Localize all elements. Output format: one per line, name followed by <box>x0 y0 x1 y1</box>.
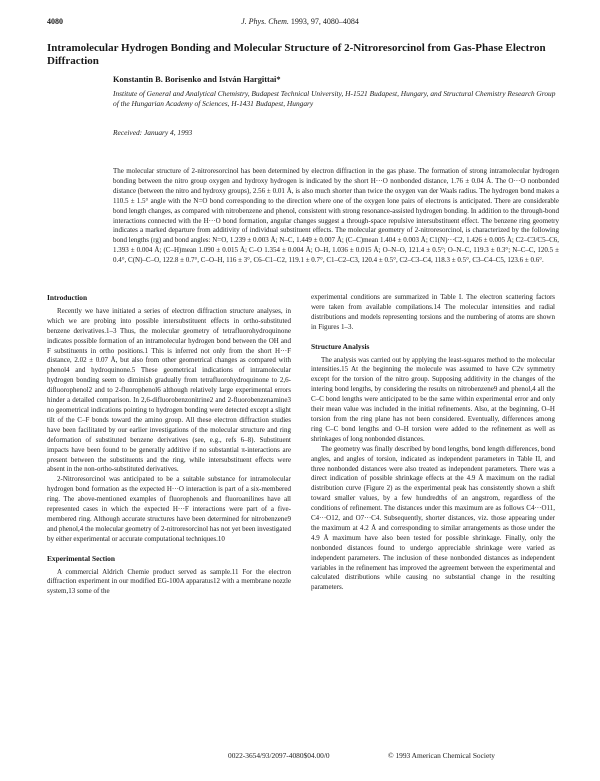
article-code: 0022-3654/93/2097-4080$04.00/0 <box>228 751 330 760</box>
received-date: Received: January 4, 1993 <box>113 128 193 137</box>
abstract: The molecular structure of 2-nitroresorcinol has been determined by electron diffraction in the gas phase. The formation of strong intramolecular hydrogen bonding between the nitro group oxygen and hydroxy hydrogen is indicated by the short H···O nonbonded distance, 1.76 ± 0.04 Å. The O···O nonbonded distance (between the nitro and hydroxy groups), 2.56 ± 0.01 Å, is also much shorter than twice the oxygen van der Waals radius. The hydrogen bond makes a 110.5 ± 1.5° angle with the N=O bond corresponding to the direction where one of the oxygen lone pairs of electrons is anticipated. There are considerable bond length changes, as compared with nitrobenzene and phenol, consistent with strong resonance-assisted hydrogen bonding. In addition to the through-bond interactions connected with the H···O bond formation, angular changes suggest a through-space repulsive intersubstituent effect. The benzene ring geometry indicates a marked departure from additivity of individual substituent effects. The molecular geometry of 2-nitroresorcinol, is characterized by the following bond lengths (rg) and bond angles: N=O, 1.239 ± 0.003 Å; N–C, 1.449 ± 0.007 Å; (C–C)mean 1.404 ± 0.003 Å; C1(N)···C2, 1.426 ± 0.005 Å; C2–C3/C5–C6, 1.393 ± 0.004 Å; (C–H)mean 1.090 ± 0.015 Å; C–O 1.354 ± 0.004 Å; O–H, 1.036 ± 0.015 Å; O–N–O, 121.4 ± 0.5°; O–N–C, 119.3 ± 0.3°; N–C–C, 120.5 ± 0.4°, C(N)–C–O, 122.8 ± 0.7°, C–O–H, 116 ± 3°, C6–C1–C2, 119.1 ± 0.7°, C1–C2–C3, 120.4 ± 0.5°, C2–C3–C4, 118.3 ± 0.5°, C3–C4–C5, 123.6 ± 0.6°. <box>113 167 559 265</box>
heading-experimental: Experimental Section <box>47 553 115 563</box>
right-column <box>311 293 555 593</box>
left-column <box>47 293 291 597</box>
author-affiliation: Institute of General and Analytical Chemistry, Budapest Technical University, H-1521 Budapest, Hungary, and Structural Chemistry Research Group of the Hungarian Academy of Sciences, H-1431 Budapest, Hungary <box>113 89 556 108</box>
article-title: Intramolecular Hydrogen Bonding and Molecular Structure of 2-Nitroresorcinol from Gas-Phase Electron Diffraction <box>47 42 546 67</box>
experimental-paragraph-1: A commercial Aldrich Chemie product served as sample.11 For the electron diffraction experiment in our modified EG-100A apparatus12 with a membrane nozzle system,13 some of the <box>47 567 291 596</box>
journal-volume-pages: 1993, 97, 4080–4084 <box>290 17 359 26</box>
author-list: Konstantin B. Borisenko and István Hargittai* <box>113 75 281 84</box>
intro-paragraph-2: 2-Nitroresorcinol was anticipated to be a suitable substance for intramolecular hydrogen bond formation as the expected H···O interaction is part of a six-membered ring. The above-mentioned examples of fluorophenols and fluoroanilines have all represented cases in which the expected H···F interactions were part of a five-membered ring. Although accurate structures have been determined for nitrobenzene9 and phenol,4 the molecular geometry of 2-nitroresorcinol has not yet been investigated by either experimental or accurate computational techniques.10 <box>47 475 291 543</box>
experimental-continued: experimental conditions are summarized in Table I. The electron scattering factors were taken from available compilations.14 The molecular intensities and radial distributions and models representing torsions and the numbering of atoms are shown in Figures 1–3. <box>311 293 555 331</box>
running-header <box>47 17 553 29</box>
intro-paragraph-1: Recently we have initiated a series of electron diffraction structure analyses, in which we are probing into possible intersubstituent effects in ortho-substituted benzene derivatives.1–3 Thus, the molecular geometry of tetrafluorohydroquinone indicates possible formation of an intramolecular hydrogen bond between the OH and F substituents in ortho positions.1 This is inferred not only from the short H···F distance, 2.02 ± 0.07 Å, but also from other geometrical changes as compared with phenol4 and hydroquinone.5 These geometrical indications of intramolecular hydrogen bonding seem to diminish gradually from tetrafluorohydroquinone to 2,6-difluorophenol2 and to 2-fluorophenol6 although relatively large experimental errors hinder a detailed comparison. In 2,6-difluorobenzonitrine2 and 2-fluorobenzenamine3 no geometrical indications pointing to hydrogen bonding were detected except a slight tilt of the C–F bonds toward the amino group. All these electron diffraction studies have been facilitated by our earlier investigations of the molecular structure and ring deformation of substituted benzene derivatives (see, e.g., refs 6–8). Substituent impacts have been found to be generally additive if no substantial π-interactions are present between the substituents and the ring, while intersubstituent effects were absent in the non-ortho-substituted derivatives. <box>47 306 291 474</box>
heading-structure-analysis: Structure Analysis <box>311 341 370 351</box>
journal-citation <box>47 17 553 26</box>
structure-paragraph-2: The geometry was finally described by bond lengths, bond length differences, bond angles, and angles of torsion, indicated as independent parameters in Table II, and three nonbonded distances were also treated as independent parameters. There was a direct indication of possible shrinkage effects at the 4.9 Å maximum on the radial distribution curve (Figure 2) as the experimental peak has consistently shown a shift toward smaller values, by a few hundredths of an angstrom, regardless of the conditions of refinement. The distances under this maximum are as follows C4···O11, C4···O12, and O7···C4. Subsequently, shorter distances, viz. those appearing under the maximum at 4.2 Å and corresponding to similar arrangements as those under the 4.9 Å maximum have also been tested for possible shrinkage. Finally, only the nonbonded distances found to undergo appreciable shrinkage were varied as independent parameters. The inclusion of these nonbonded distances as independent variables in the refinement has improved the agreement between the experimental and calculated distributions while causing no substantial change in the resulting parameters. <box>311 444 555 592</box>
page-number: 4080 <box>47 17 63 26</box>
journal-name: J. Phys. Chem. <box>241 17 289 26</box>
heading-introduction: Introduction <box>47 293 88 302</box>
copyright-notice: © 1993 American Chemical Society <box>387 751 495 760</box>
structure-paragraph-1: The analysis was carried out by applying the least-squares method to the molecular intensities.15 At the beginning the molecule was assumed to have C2v symmetry except for the torsion of the nitro group. Supposing additivity in the changes of the intering bond lengths, by considering the results on nitrobenzene9 and phenol,4 all the C–C bond lengths were anticipated to be the same within experimental error and only their mean value was included in the initial refinements. Also, at the beginning, O–H torsion from the ring plane has not been considered. Eventually, differences among ring C–C bond lengths and O–H torsion were added to the refinement as well as shrinkages of long nonbonded distances. <box>311 355 555 443</box>
